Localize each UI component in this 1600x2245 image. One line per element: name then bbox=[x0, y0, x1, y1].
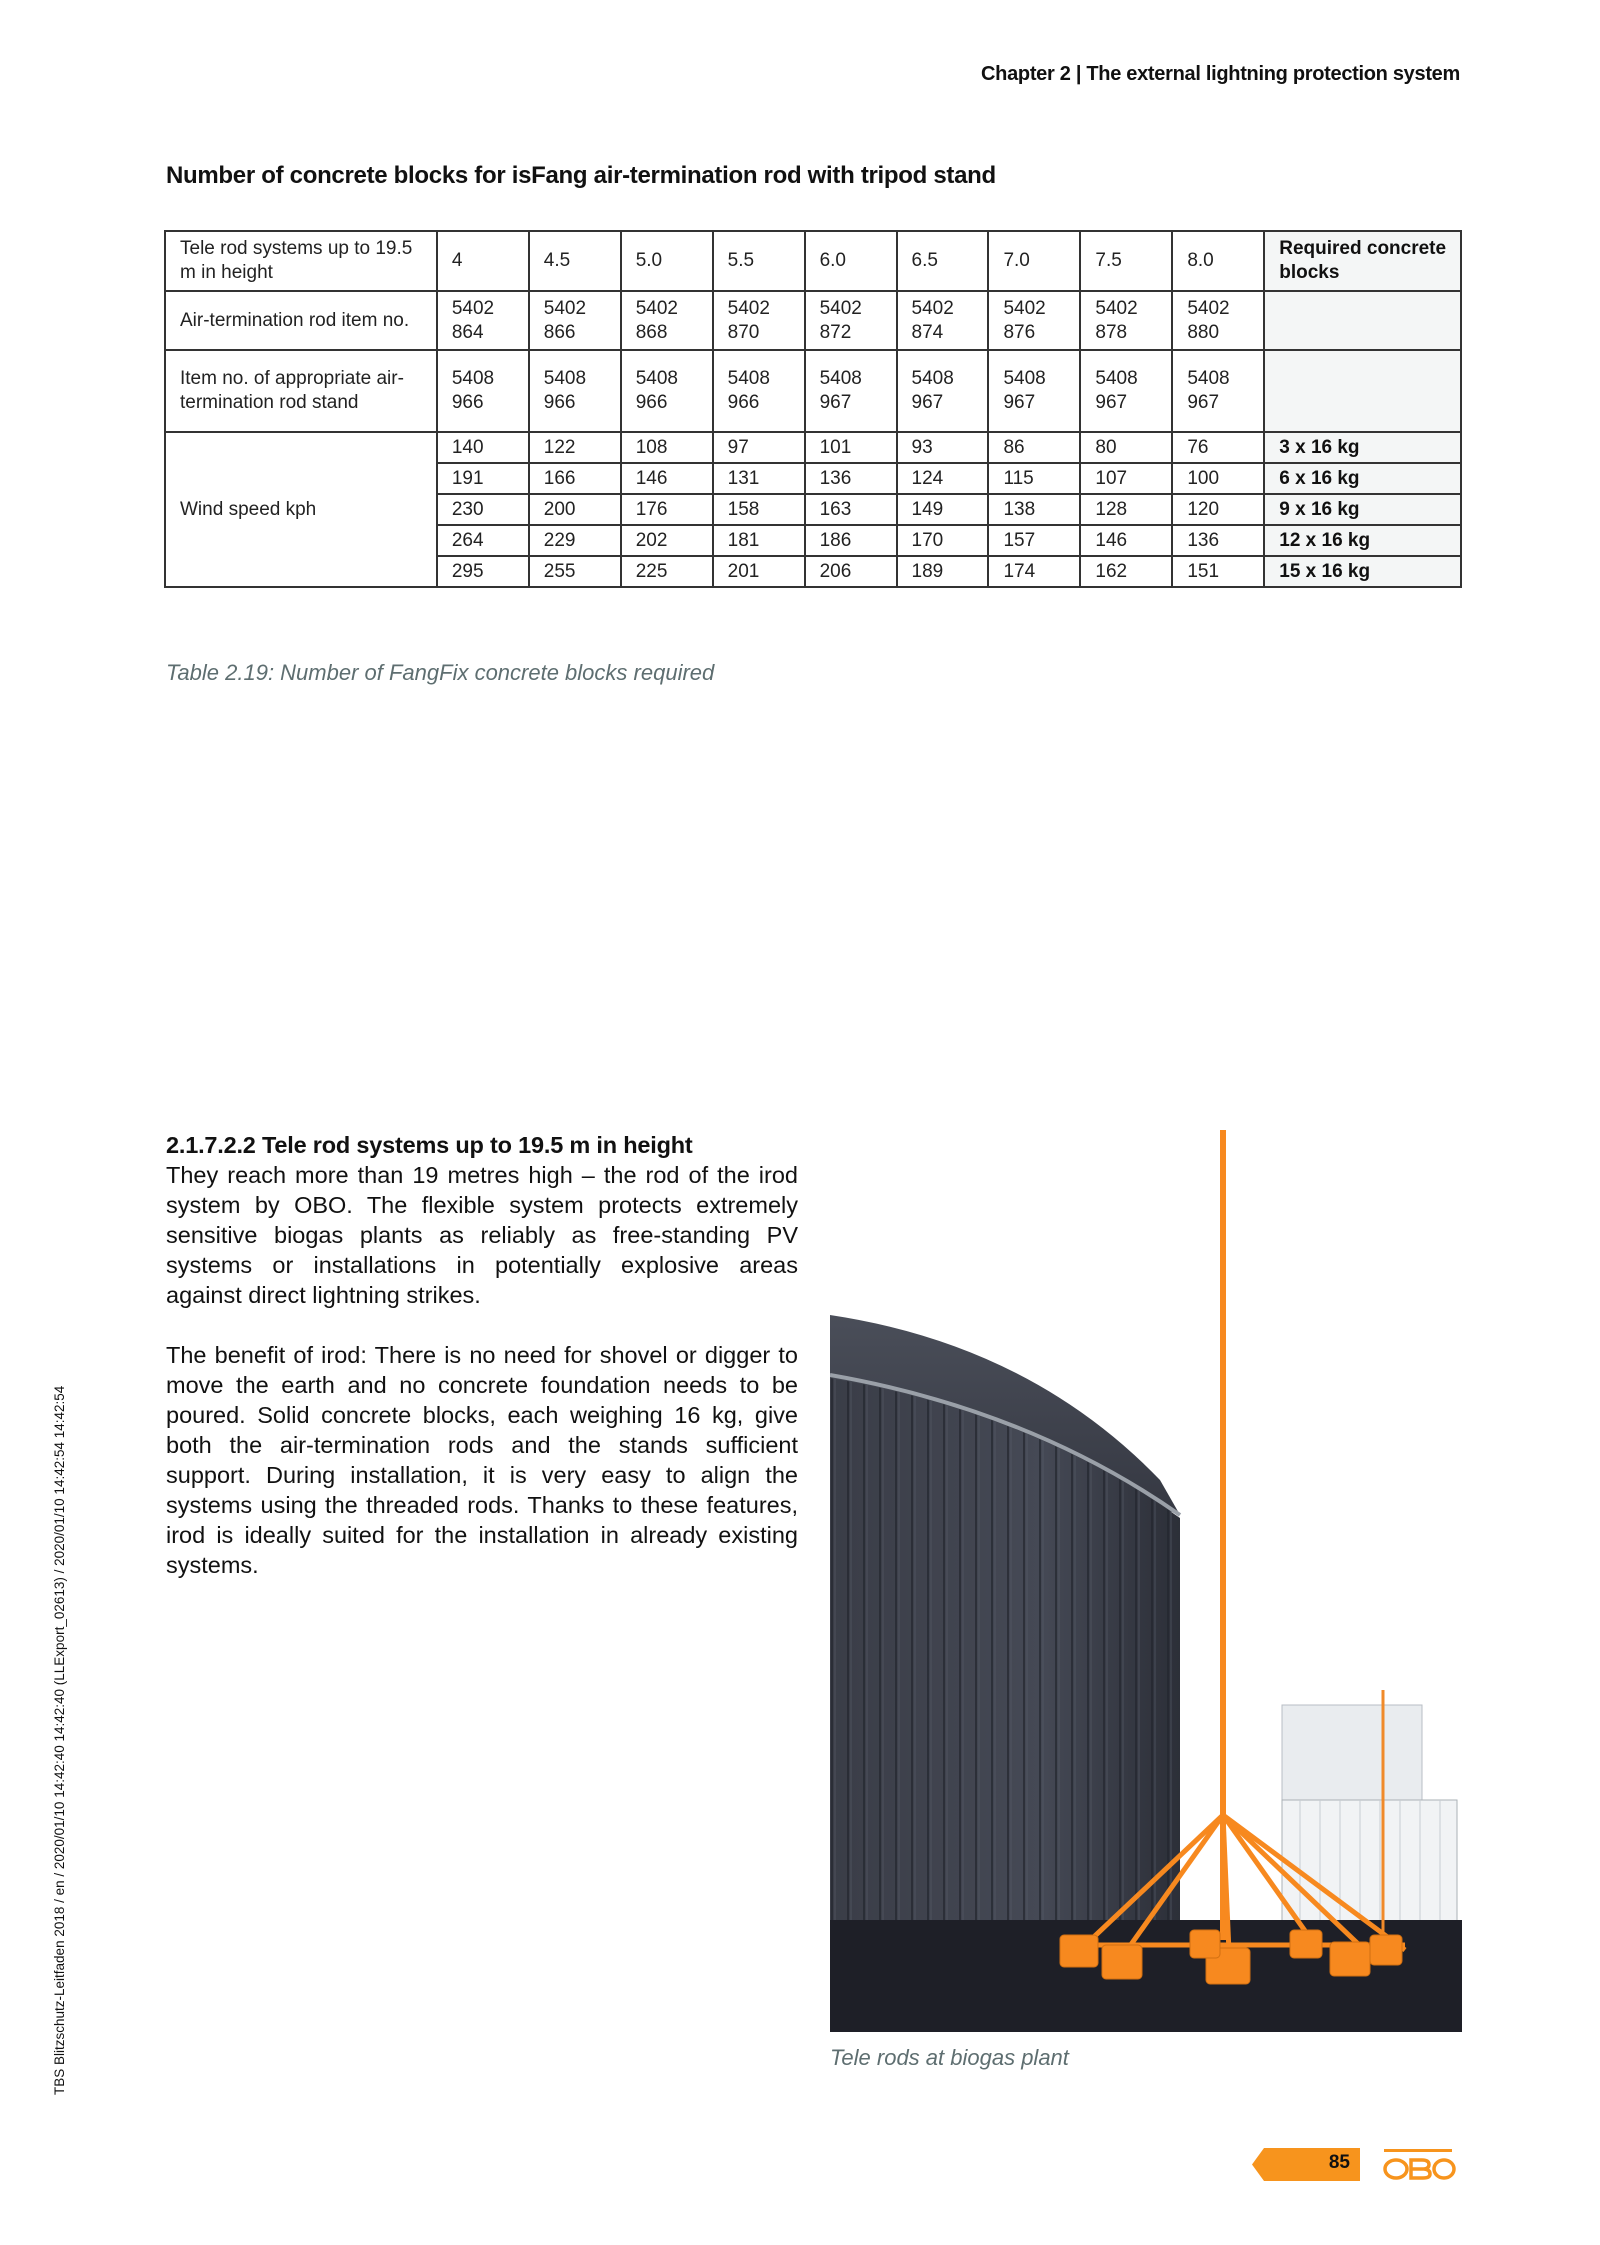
table-cell: 120 bbox=[1172, 494, 1264, 525]
table-cell: 162 bbox=[1080, 556, 1172, 587]
table-cell: 225 bbox=[621, 556, 713, 587]
row-label: Wind speed kph bbox=[165, 432, 437, 587]
table-cell: 140 bbox=[437, 432, 529, 463]
table-cell: 230 bbox=[437, 494, 529, 525]
table-cell: 6.5 bbox=[897, 231, 989, 291]
table-cell: 170 bbox=[897, 525, 989, 556]
required-blocks: 9 x 16 kg bbox=[1264, 494, 1461, 525]
table-cell: 5.5 bbox=[713, 231, 805, 291]
table-cell: 80 bbox=[1080, 432, 1172, 463]
table-cell: 5408 967 bbox=[805, 350, 897, 432]
table-cell: 5408 966 bbox=[621, 350, 713, 432]
table-cell: 76 bbox=[1172, 432, 1264, 463]
table-cell: 191 bbox=[437, 463, 529, 494]
figure-caption: Tele rods at biogas plant bbox=[830, 2045, 1069, 2070]
table-cell: 264 bbox=[437, 525, 529, 556]
table-cell: 181 bbox=[713, 525, 805, 556]
table-row-stand-item bbox=[165, 350, 1461, 432]
table-heading: Number of concrete blocks for isFang air-termination rod with tripod stand bbox=[166, 162, 996, 189]
table-cell: 176 bbox=[621, 494, 713, 525]
paragraph: They reach more than 19 metres high – the rod of the irod system by OBO. The flexible system protects extremely sensitive biogas plants as reliably as free-standing PV systems or installations in potentially explosive areas against direct lightning strikes. bbox=[166, 1162, 798, 1308]
table-cell: 5402 874 bbox=[897, 291, 989, 350]
table-cell: 5408 966 bbox=[437, 350, 529, 432]
table-cell: 202 bbox=[621, 525, 713, 556]
table-cell: 295 bbox=[437, 556, 529, 587]
table-cell: 186 bbox=[805, 525, 897, 556]
table-cell: 5402 876 bbox=[988, 291, 1080, 350]
required-blocks-header: Required concrete blocks bbox=[1264, 231, 1461, 291]
table-cell: 4 bbox=[437, 231, 529, 291]
table-cell: 97 bbox=[713, 432, 805, 463]
table-cell: 5402 878 bbox=[1080, 291, 1172, 350]
row-label: Tele rod systems up to 19.5 m in height bbox=[165, 231, 437, 291]
required-blocks: 15 x 16 kg bbox=[1264, 556, 1461, 587]
table-cell: 200 bbox=[529, 494, 621, 525]
table-row-wind bbox=[165, 432, 1461, 463]
required-blocks: 6 x 16 kg bbox=[1264, 463, 1461, 494]
table-cell: 131 bbox=[713, 463, 805, 494]
required-blocks: 3 x 16 kg bbox=[1264, 432, 1461, 463]
table-cell: 122 bbox=[529, 432, 621, 463]
table-cell: 4.5 bbox=[529, 231, 621, 291]
table-cell: 166 bbox=[529, 463, 621, 494]
required-cell-empty bbox=[1264, 350, 1461, 432]
table-cell: 5408 966 bbox=[713, 350, 805, 432]
table-cell: 100 bbox=[1172, 463, 1264, 494]
table-cell: 86 bbox=[988, 432, 1080, 463]
page-number: 85 bbox=[1328, 2152, 1350, 2173]
paragraph: The benefit of irod: There is no need for shovel or digger to move the earth and no concrete foundation needs to be poured. Solid concrete blocks, each weighing 16 kg, give both the air-termination rods and the stands sufficient support. During installation, it is very easy to align the systems using the threaded rods. Thanks to these features, irod is ideally suited for the installation in already existing systems. bbox=[166, 1342, 798, 1578]
table-cell: 158 bbox=[713, 494, 805, 525]
table-cell: 108 bbox=[621, 432, 713, 463]
table-cell: 6.0 bbox=[805, 231, 897, 291]
table-cell: 189 bbox=[897, 556, 989, 587]
table-cell: 5402 870 bbox=[713, 291, 805, 350]
table-cell: 115 bbox=[988, 463, 1080, 494]
table-cell: 128 bbox=[1080, 494, 1172, 525]
table-cell: 136 bbox=[805, 463, 897, 494]
table-cell: 107 bbox=[1080, 463, 1172, 494]
table-cell: 7.5 bbox=[1080, 231, 1172, 291]
running-header: Chapter 2 | The external lightning protection system bbox=[981, 63, 1460, 85]
section-heading: 2.1.7.2.2 Tele rod systems up to 19.5 m in height bbox=[166, 1132, 693, 1158]
table-cell: 5408 967 bbox=[988, 350, 1080, 432]
table-cell: 93 bbox=[897, 432, 989, 463]
table-cell: 146 bbox=[621, 463, 713, 494]
section-body bbox=[166, 1130, 798, 1610]
table-cell: 5408 966 bbox=[529, 350, 621, 432]
table-cell: 8.0 bbox=[1172, 231, 1264, 291]
table-cell: 174 bbox=[988, 556, 1080, 587]
table-cell: 5402 880 bbox=[1172, 291, 1264, 350]
table-cell: 146 bbox=[1080, 525, 1172, 556]
table-cell: 136 bbox=[1172, 525, 1264, 556]
table-cell: 124 bbox=[897, 463, 989, 494]
table-cell: 149 bbox=[897, 494, 989, 525]
table-cell: 7.0 bbox=[988, 231, 1080, 291]
required-blocks: 12 x 16 kg bbox=[1264, 525, 1461, 556]
table-cell: 138 bbox=[988, 494, 1080, 525]
table-cell: 5408 967 bbox=[1172, 350, 1264, 432]
biogas-plant-illustration bbox=[830, 1130, 1462, 2032]
required-cell-empty bbox=[1264, 291, 1461, 350]
table-cell: 255 bbox=[529, 556, 621, 587]
table-cell: 163 bbox=[805, 494, 897, 525]
concrete-blocks-table bbox=[164, 230, 1462, 588]
table-cell: 5408 967 bbox=[897, 350, 989, 432]
table-cell: 157 bbox=[988, 525, 1080, 556]
side-metadata: TBS Blitzschutz-Leitfaden 2018 / en / 2020/01/10 14:42:40 14:42:40 (LLExport_02613) / 2020/01/10 14:42:54 14:42:54 bbox=[52, 1385, 67, 2095]
table-cell: 101 bbox=[805, 432, 897, 463]
table-caption: Table 2.19: Number of FangFix concrete blocks required bbox=[166, 660, 715, 685]
table-cell: 201 bbox=[713, 556, 805, 587]
row-label: Air-termination rod item no. bbox=[165, 291, 437, 350]
table-cell: 206 bbox=[805, 556, 897, 587]
table-cell: 5402 868 bbox=[621, 291, 713, 350]
table-cell: 5402 864 bbox=[437, 291, 529, 350]
obo-logo bbox=[1378, 2148, 1458, 2182]
table-cell: 151 bbox=[1172, 556, 1264, 587]
row-label: Item no. of appropriate air-termination rod stand bbox=[165, 350, 437, 432]
table-cell: 5.0 bbox=[621, 231, 713, 291]
table-cell: 5402 866 bbox=[529, 291, 621, 350]
table-cell: 5408 967 bbox=[1080, 350, 1172, 432]
table-cell: 229 bbox=[529, 525, 621, 556]
biogas-plant-photo bbox=[830, 1130, 1462, 2032]
table-cell: 5402 872 bbox=[805, 291, 897, 350]
table-row-rod-item bbox=[165, 291, 1461, 350]
table-row-height bbox=[165, 231, 1461, 291]
